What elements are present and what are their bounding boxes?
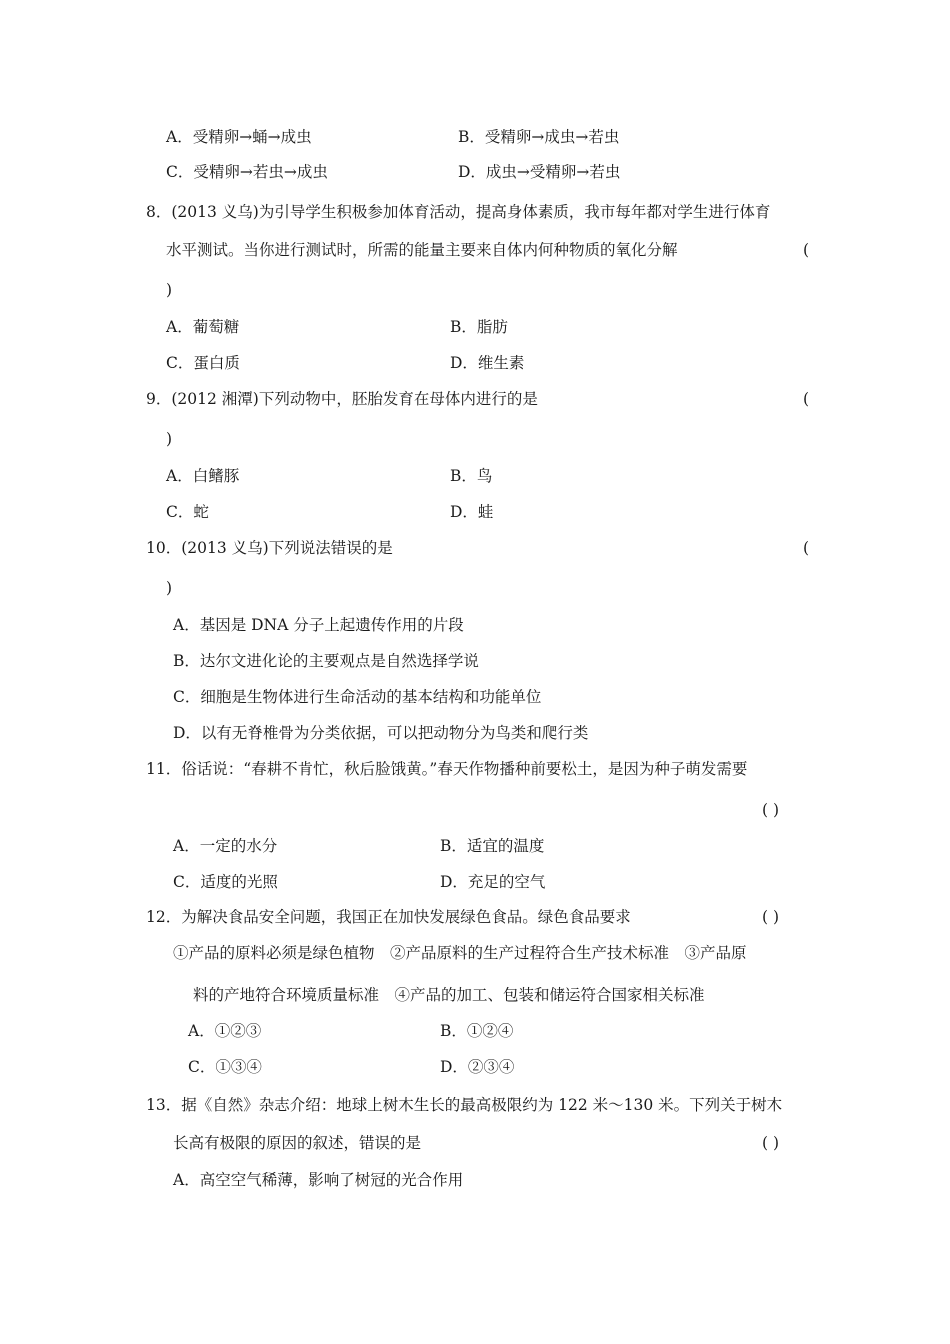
- q13-stem-line1: 13．据《自然》杂志介绍：地球上树木生长的最高极限约为 122 米～130 米。下列关于树木: [146, 1096, 783, 1114]
- q9-option-b: B．鸟: [450, 467, 493, 485]
- q12-statements-line2: 料的产地符合环境质量标准 ④产品的加工、包装和储运符合国家相关标准: [193, 986, 705, 1004]
- q7-option-c: C．受精卵→若虫→成虫: [166, 163, 328, 181]
- q12-option-a: A．①②③: [188, 1022, 262, 1040]
- q11-option-b: B．适宜的温度: [440, 837, 545, 855]
- q10-option-d: D．以有无脊椎骨为分类依据，可以把动物分为鸟类和爬行类: [173, 724, 589, 742]
- q13-option-a: A．高空空气稀薄，影响了树冠的光合作用: [173, 1171, 464, 1189]
- q12-statements-line1: ①产品的原料必须是绿色植物 ②产品原料的生产过程符合生产技术标准 ③产品原: [173, 944, 747, 962]
- q11-option-c: C．适度的光照: [173, 873, 278, 891]
- q7-option-a: A．受精卵→蛹→成虫: [166, 128, 312, 146]
- q10-stem-line1: 10．(2013 义乌)下列说法错误的是: [146, 539, 393, 557]
- q13-answer-paren: ( ): [762, 1134, 780, 1152]
- q8-stem-line2: 水平测试。当你进行测试时，所需的能量主要来自体内何种物质的氧化分解: [166, 241, 678, 259]
- q8-answer-paren-close: ): [166, 281, 173, 299]
- q9-option-d: D．蛙: [450, 503, 494, 521]
- q12-option-b: B．①②④: [440, 1022, 514, 1040]
- q11-option-d: D．充足的空气: [440, 873, 546, 891]
- q10-option-b: B．达尔文进化论的主要观点是自然选择学说: [173, 652, 479, 670]
- q10-option-c: C．细胞是生物体进行生命活动的基本结构和功能单位: [173, 688, 542, 706]
- q9-stem-line1: 9．(2012 湘潭)下列动物中，胚胎发育在母体内进行的是: [146, 390, 538, 408]
- q9-answer-paren-close: ): [166, 430, 173, 448]
- q11-stem-line1: 11．俗话说：“春耕不肯忙，秋后脸饿黄。”春天作物播种前要松土，是因为种子萌发需要: [146, 760, 748, 778]
- q8-option-c: C．蛋白质: [166, 354, 240, 372]
- q8-option-a: A．葡萄糖: [166, 318, 240, 336]
- q10-answer-paren-open: (: [803, 539, 810, 557]
- q9-answer-paren-open: (: [803, 390, 810, 408]
- q11-option-a: A．一定的水分: [173, 837, 278, 855]
- q10-option-a: A．基因是 DNA 分子上起遗传作用的片段: [173, 616, 464, 634]
- q12-stem-line1: 12．为解决食品安全问题，我国正在加快发展绿色食品。绿色食品要求: [146, 908, 631, 926]
- q10-answer-paren-close: ): [166, 579, 173, 597]
- q7-option-b: B．受精卵→成虫→若虫: [458, 128, 620, 146]
- q8-option-b: B．脂肪: [450, 318, 508, 336]
- q8-answer-paren-open: (: [803, 241, 810, 259]
- q12-option-c: C．①③④: [188, 1058, 262, 1076]
- q7-option-d: D．成虫→受精卵→若虫: [458, 163, 621, 181]
- q13-stem-line2: 长高有极限的原因的叙述，错误的是: [173, 1134, 422, 1152]
- q12-option-d: D．②③④: [440, 1058, 515, 1076]
- q8-stem-line1: 8．(2013 义乌)为引导学生积极参加体育活动，提高身体素质，我市每年都对学生进行体育: [146, 203, 771, 221]
- q11-answer-paren: ( ): [762, 801, 780, 819]
- q9-option-c: C．蛇: [166, 503, 209, 521]
- q8-option-d: D．维生素: [450, 354, 525, 372]
- q9-option-a: A．白鳍豚: [166, 467, 240, 485]
- q12-answer-paren: ( ): [762, 908, 780, 926]
